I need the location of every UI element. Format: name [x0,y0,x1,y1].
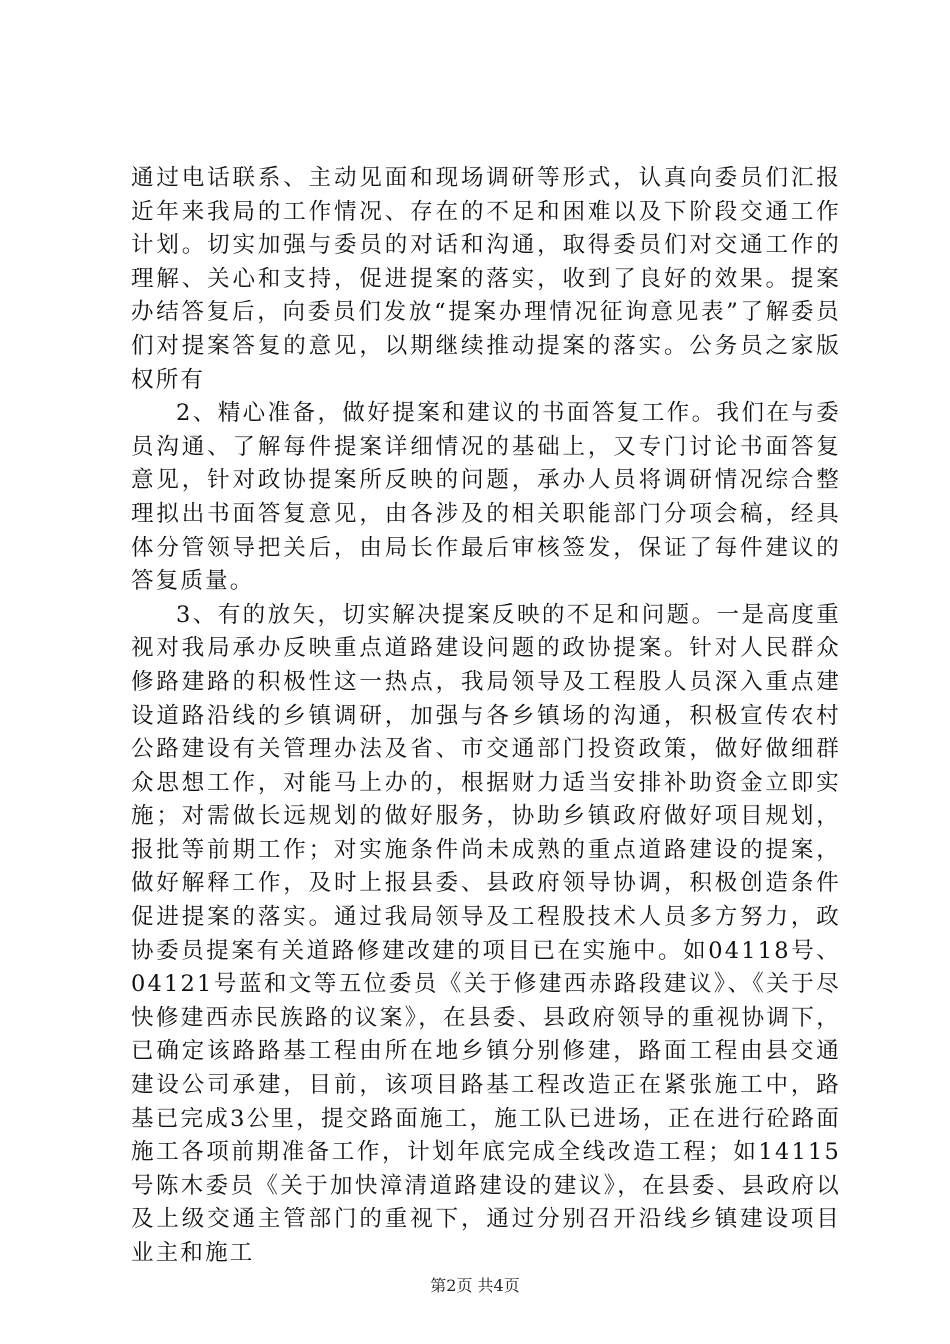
paragraph-item-3: 3、有的放矢，切实解决提案反映的不足和问题。一是高度重视对我局承办反映重点道路建设问题的政协提案。针对人民群众修路建路的积极性这一热点，我局领导及工程股人员深入重点建设道路沿线的乡镇调研，加强与各乡镇场的沟通，积极宣传农村公路建设有关管理办法及省、市交通部门投资政策，做好做细群众思想工作，对能马上办的，根据财力适当安排补助资金立即实施；对需做长远规划的做好服务，协助乡镇政府做好项目规划，报批等前期工作；对实施条件尚未成熟的重点道路建设的提案，做好解释工作，及时上报县委、县政府领导协调，积极创造条件促进提案的落实。通过我局领导及工程股技术人员多方努力，政协委员提案有关道路修建改建的项目已在实施中。如04118号、04121号蓝和文等五位委员《关于修建西赤路段建议》、《关于尽快修建西赤民族路的议案》，在县委、县政府领导的重视协调下，已确定该路路基工程由所在地乡镇分别修建，路面工程由县交通建设公司承建，目前，该项目路基工程改造正在紧张施工中，路基已完成3公里，提交路面施工，施工队已进场，正在进行砼路面施工各项前期准备工作，计划年底完成全线改造工程；如14115号陈木委员《关于加快漳清道路建设的建议》，在县委、县政府以及上级交通主管部门的重视下，通过分别召开沿线乡镇建设项目业主和施工 [131,601,841,1266]
page-indicator: 第2页 共4页 [430,1276,520,1295]
page-footer [0,1276,950,1296]
paragraph-item-2: 2、精心准备，做好提案和建议的书面答复工作。我们在与委员沟通、了解每件提案详细情况的基础上，又专门讨论书面答复意见，针对政协提案所反映的问题，承办人员将调研情况综合整理拟出书面答复意见，由各涉及的相关职能部门分项会稿，经具体分管领导把关后，由局长作最后审核签发，保证了每件建议的答复质量。 [131,400,841,595]
document-body [131,162,841,1271]
paragraph-continuation: 通过电话联系、主动见面和现场调研等形式，认真向委员们汇报近年来我局的工作情况、存在的不足和困难以及下阶段交通工作计划。切实加强与委员的对话和沟通，取得委员们对交通工作的理解、关心和支持，促进提案的落实，收到了良好的效果。提案办结答复后，向委员们发放“提案办理情况征询意见表”了解委员们对提案答复的意见，以期继续推动提案的落实。公务员之家版权所有 [131,165,841,393]
